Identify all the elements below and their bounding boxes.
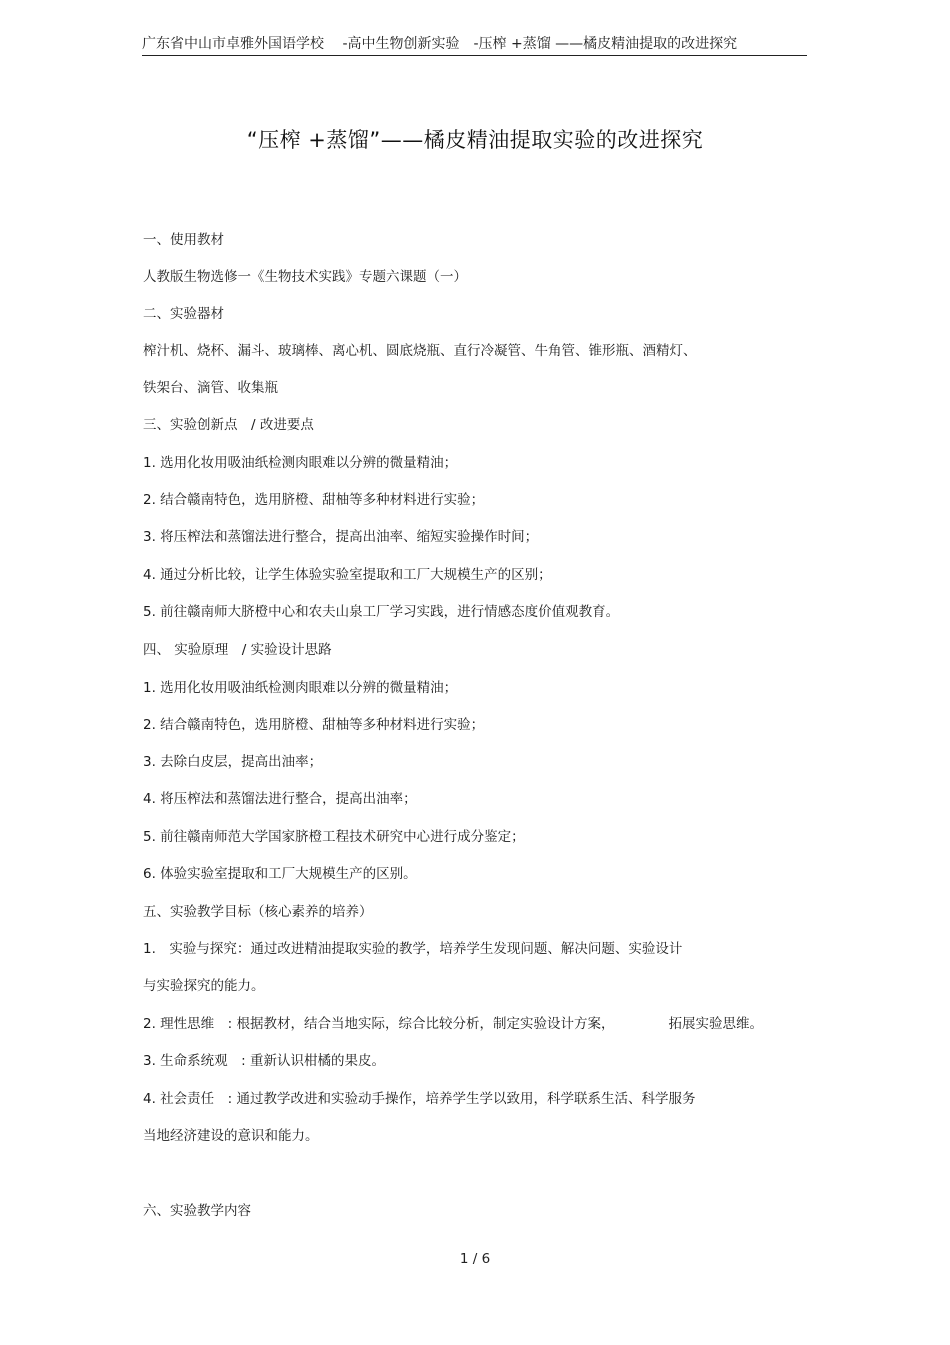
list-item: 5. 前往赣南师范大学国家脐橙工程技术研究中心进行成分鉴定； <box>143 829 525 845</box>
list-item: 4. 社会责任 : 通过教学改进和实验动手操作，培养学生学以致用，科学联系生活、科学服务 <box>143 1091 696 1107</box>
list-item: 3. 将压榨法和蒸馏法进行整合，提高出油率、缩短实验操作时间； <box>143 529 539 545</box>
list-item: 1. 选用化妆用吸油纸检测肉眼难以分辨的微量精油； <box>143 455 458 471</box>
paragraph-line: 当地经济建设的意识和能力。 <box>143 1128 319 1144</box>
list-item: 5. 前往赣南师大脐橙中心和农夫山泉工厂学习实践，进行情感态度价值观教育。 <box>143 604 620 620</box>
list-item: 4. 通过分析比较，让学生体验实验室提取和工厂大规模生产的区别； <box>143 567 552 583</box>
section-heading-6: 六、实验教学内容 <box>143 1203 251 1219</box>
list-item: 3. 生命系统观 : 重新认识柑橘的果皮。 <box>143 1053 386 1069</box>
paragraph-line: 人教版生物选修一《生物技术实践》专题六课题（一） <box>143 269 467 285</box>
list-item <box>143 1012 763 1032</box>
list-item-text: 2. 理性思维 : 根据教材，结合当地实际，综合比较分析，制定实验设计方案， <box>143 1016 615 1032</box>
section-heading-3: 三、实验创新点 / 改进要点 <box>143 417 314 433</box>
page-number: 1 / 6 <box>459 1251 491 1267</box>
list-item: 6. 体验实验室提取和工厂大规模生产的区别。 <box>143 866 417 882</box>
document-title: “压榨 +蒸馏”——橘皮精油提取实验的改进探究 <box>246 128 704 152</box>
paragraph-line: 榨汁机、烧杯、漏斗、玻璃棒、离心机、圆底烧瓶、直行冷凝管、牛角管、锥形瓶、酒精灯、 <box>143 343 697 359</box>
section-heading-5: 五、实验教学目标（核心素养的培养） <box>143 904 373 920</box>
running-header: 广东省中山市卓雅外国语学校 -高中生物创新实验 -压榨 +蒸馏 ——橘皮精油提取的改进探究 <box>142 36 738 52</box>
list-item-tail: 拓展实验思维。 <box>668 1016 764 1032</box>
list-item: 2. 结合赣南特色，选用脐橙、甜柚等多种材料进行实验； <box>143 492 485 508</box>
list-item: 3. 去除白皮层，提高出油率； <box>143 754 323 770</box>
header-rule <box>142 55 807 56</box>
paragraph-line: 与实验探究的能力。 <box>143 978 265 994</box>
section-heading-1: 一、使用教材 <box>143 232 224 248</box>
list-item: 4. 将压榨法和蒸馏法进行整合，提高出油率； <box>143 791 417 807</box>
list-item: 1. 选用化妆用吸油纸检测肉眼难以分辨的微量精油； <box>143 680 458 696</box>
list-item: 1. 实验与探究：通过改进精油提取实验的教学，培养学生发现问题、解决问题、实验设计 <box>143 941 683 957</box>
section-heading-4: 四、 实验原理 / 实验设计思路 <box>143 642 332 658</box>
section-heading-2: 二、实验器材 <box>143 306 224 322</box>
paragraph-line: 铁架台、滴管、收集瓶 <box>143 380 278 396</box>
list-item: 2. 结合赣南特色，选用脐橙、甜柚等多种材料进行实验； <box>143 717 485 733</box>
